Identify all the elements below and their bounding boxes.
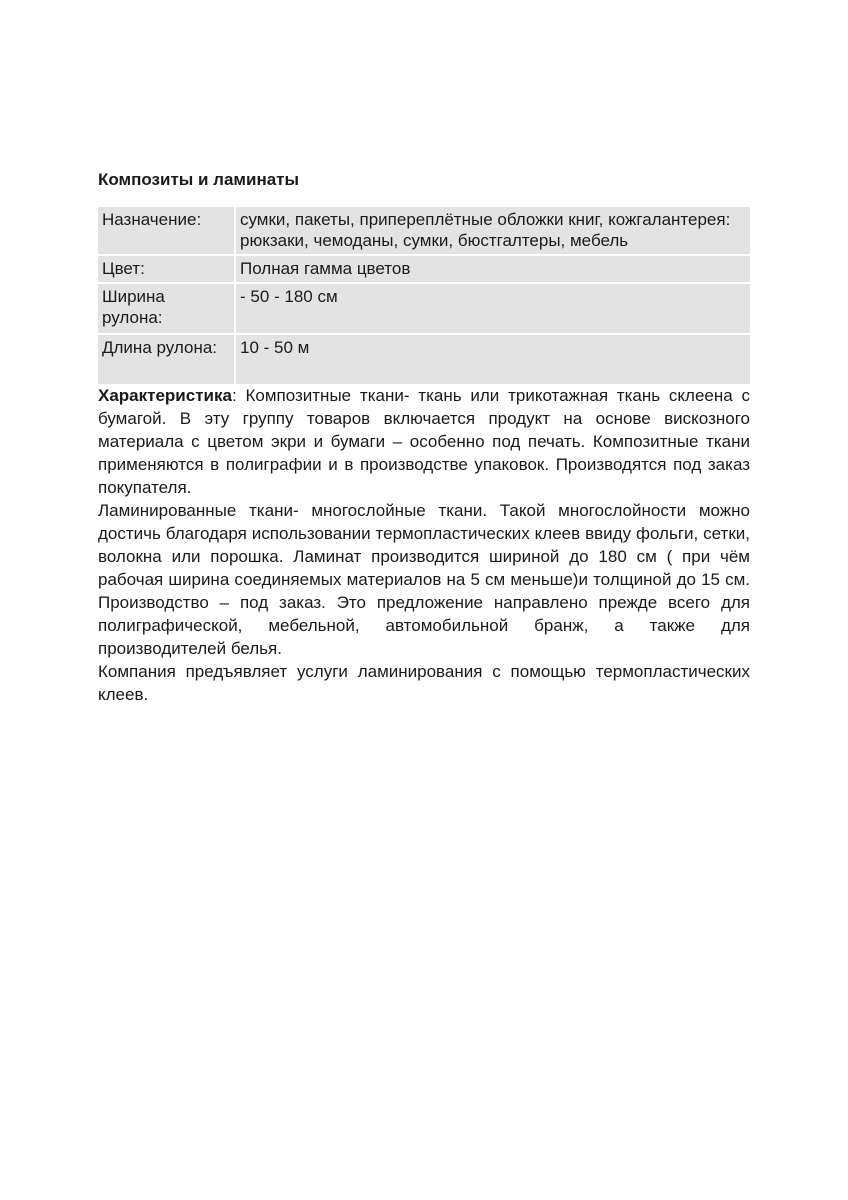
- characteristic-paragraph: [98, 384, 750, 499]
- table-row: [98, 333, 750, 384]
- spec-label-purpose: Назначение:: [98, 207, 236, 254]
- laminated-paragraph: Ламинированные ткани- многослойные ткани. Такой многослойности можно достичь благодаря использовании термопластических клеев ввиду фольги, сетки, волокна или порошка. Ламинат производится шириной до 180 см ( при чём рабочая ширина соединяемых материалов на 5 см меньше)и толщиной до 15 см. Производство – под заказ. Это предложение направлено прежде всего для полиграфической, мебельной, автомобильной бранж, а также для производителей белья.: [98, 501, 750, 658]
- spec-value-color: Полная гамма цветов: [236, 254, 750, 282]
- spec-value-width: - 50 - 180 см: [236, 282, 750, 333]
- table-row: [98, 282, 750, 333]
- spec-table: [98, 207, 750, 384]
- spec-value-length: 10 - 50 м: [236, 333, 750, 384]
- company-paragraph: Компания предъявляет услуги ламинирования с помощью термопластических клеев.: [98, 662, 750, 704]
- document-page: [98, 170, 750, 706]
- spec-label-length: Длина рулона:: [98, 333, 236, 384]
- characteristic-text: : Композитные ткани- ткань или трикотажная ткань склеена с бумагой. В эту группу товаров включается продукт на основе вискозного материала с цветом экри и бумаги – особенно под печать. Композитные ткани применяются в полиграфии и в производстве упаковок. Производятся под заказ покупателя.: [98, 386, 750, 497]
- spec-label-color: Цвет:: [98, 254, 236, 282]
- table-row: [98, 207, 750, 254]
- spec-value-purpose: сумки, пакеты, припереплётные обложки книг, кожгалантерея: рюкзаки, чемоданы, сумки, бюстгалтеры, мебель: [236, 207, 750, 254]
- characteristic-label: Характеристика: [98, 386, 232, 405]
- table-row: [98, 254, 750, 282]
- spec-label-width: Ширина рулона:: [98, 282, 236, 333]
- page-title: Композиты и ламинаты: [98, 170, 300, 189]
